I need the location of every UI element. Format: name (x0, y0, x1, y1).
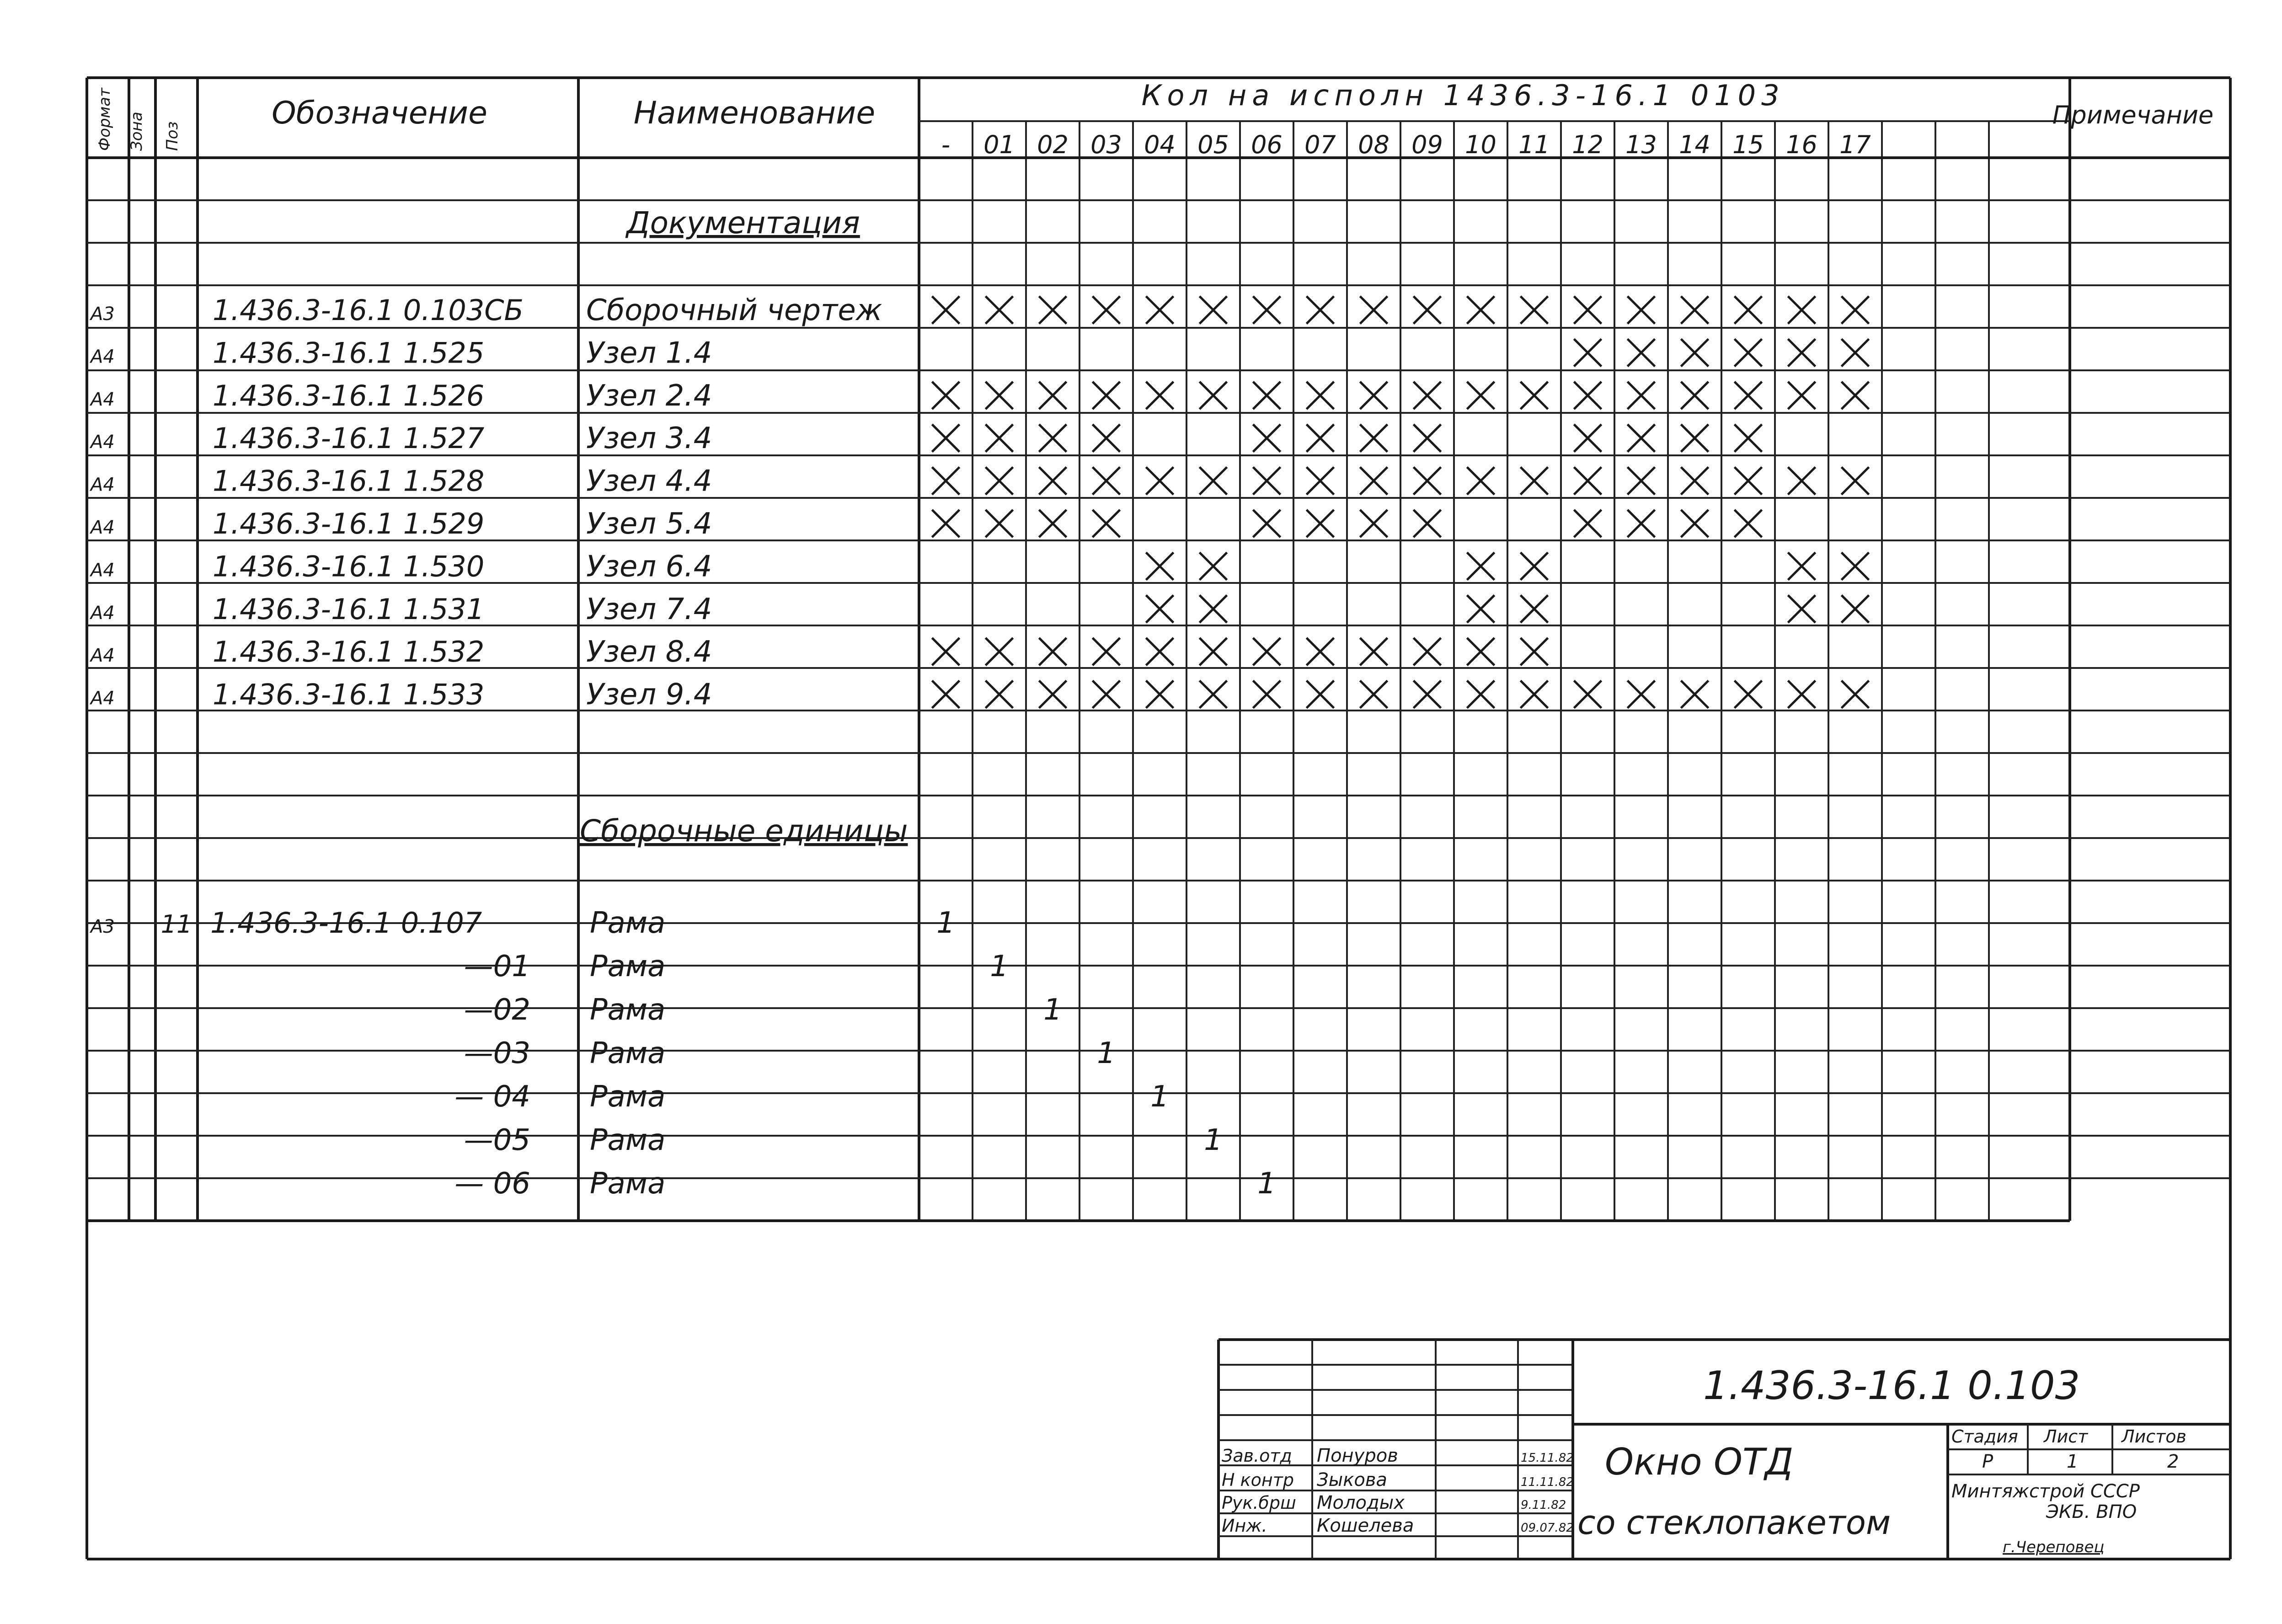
doc-row (89, 550, 1869, 583)
variant-labels (941, 130, 1871, 159)
applicability-mark (1039, 681, 1067, 708)
header-zone: Зона (128, 112, 146, 151)
applicability-mark (1093, 296, 1120, 324)
row-designation: 1.436.3-16.1 1.526 (213, 379, 485, 412)
row-quantity: 1 (1257, 1167, 1276, 1201)
signature-name: Кошелева (1317, 1515, 1414, 1536)
variant-label: 10 (1465, 130, 1496, 159)
applicability-mark (1681, 424, 1709, 452)
applicability-mark (1146, 552, 1174, 580)
applicability-mark (986, 681, 1013, 708)
applicability-mark (1039, 296, 1067, 324)
variant-label: 09 (1411, 130, 1443, 159)
variant-label: 13 (1625, 130, 1657, 159)
applicability-mark (1093, 638, 1120, 665)
signature-row (1222, 1492, 1566, 1513)
applicability-mark (1467, 552, 1495, 580)
row-designation: 1.436.3-16.1 1.533 (213, 678, 485, 711)
row-designation: 1.436.3-16.1 0.107 (210, 906, 482, 940)
applicability-mark (1307, 681, 1334, 708)
applicability-mark (1093, 382, 1120, 409)
signature-role: Н контр (1222, 1470, 1294, 1490)
doc-row (89, 593, 1869, 626)
variant-label: - (941, 130, 951, 159)
applicability-mark (1414, 424, 1441, 452)
row-format: А4 (91, 688, 115, 709)
applicability-mark (986, 424, 1013, 452)
applicability-mark (1307, 467, 1334, 495)
signature-role: Инж. (1222, 1516, 1267, 1536)
applicability-mark (1574, 382, 1602, 409)
row-format: А4 (91, 432, 115, 453)
row-designation: —02 (464, 993, 530, 1027)
signature-date: 11.11.82 (1521, 1475, 1574, 1489)
applicability-mark (932, 424, 960, 452)
header-pos: Поз (163, 121, 182, 151)
applicability-mark (1521, 382, 1548, 409)
row-designation: 1.436.3-16.1 1.527 (213, 422, 485, 455)
applicability-mark (1253, 638, 1281, 665)
sheet-value: 1 (2067, 1451, 2079, 1472)
applicability-mark (1200, 681, 1227, 708)
applicability-mark (1039, 638, 1067, 665)
row-name: Рама (590, 1036, 666, 1070)
applicability-mark (1039, 382, 1067, 409)
row-designation: —01 (464, 950, 530, 983)
variant-label: 02 (1037, 130, 1069, 159)
row-quantity: 1 (936, 906, 955, 940)
signature-row (1222, 1445, 1574, 1466)
documentation-rows (89, 294, 1869, 712)
applicability-mark (1360, 638, 1388, 665)
applicability-mark (1735, 382, 1762, 409)
applicability-mark (1200, 638, 1227, 665)
row-designation: 1.436.3-16.1 1.528 (213, 464, 485, 498)
doc-row (89, 336, 1869, 370)
stage-label: Стадия (1951, 1426, 2018, 1447)
row-name: Узел 5.4 (586, 507, 712, 541)
applicability-mark (1414, 681, 1441, 708)
applicability-mark (1628, 681, 1655, 708)
doc-row (89, 678, 1869, 712)
applicability-mark (1842, 339, 1869, 366)
row-designation: 1.436.3-16.1 1.525 (213, 336, 485, 370)
row-name: Рама (590, 1123, 666, 1157)
variant-label: 11 (1518, 130, 1550, 159)
sheets-value: 2 (2167, 1451, 2179, 1472)
applicability-mark (1093, 510, 1120, 537)
row-name: Узел 1.4 (586, 336, 712, 370)
applicability-mark (1360, 681, 1388, 708)
applicability-mark (1414, 510, 1441, 537)
applicability-mark (1093, 424, 1120, 452)
row-position: 11 (160, 910, 192, 939)
header-designation: Обозначение (272, 95, 487, 131)
applicability-mark (1574, 424, 1602, 452)
applicability-mark (1788, 467, 1816, 495)
applicability-mark (1521, 595, 1548, 623)
applicability-mark (1574, 510, 1602, 537)
section-documentation: Документация (626, 205, 860, 240)
applicability-mark (1253, 296, 1281, 324)
applicability-mark (1200, 382, 1227, 409)
applicability-mark (932, 467, 960, 495)
applicability-mark (1200, 296, 1227, 324)
signature-date: 15.11.82 (1521, 1451, 1574, 1465)
applicability-mark (1307, 510, 1334, 537)
applicability-mark (1628, 510, 1655, 537)
applicability-mark (1414, 638, 1441, 665)
row-designation: 1.436.3-16.1 1.530 (213, 550, 485, 583)
applicability-mark (932, 296, 960, 324)
row-designation: —05 (464, 1123, 530, 1157)
applicability-mark (1146, 382, 1174, 409)
applicability-mark (1842, 296, 1869, 324)
applicability-mark (1574, 296, 1602, 324)
applicability-mark (1200, 595, 1227, 623)
applicability-mark (1788, 681, 1816, 708)
applicability-mark (1735, 681, 1762, 708)
doc-row (89, 465, 1869, 498)
variant-label: 08 (1358, 130, 1390, 159)
variant-label: 06 (1251, 130, 1283, 159)
applicability-mark (986, 510, 1013, 537)
applicability-mark (1681, 510, 1709, 537)
applicability-mark (1093, 681, 1120, 708)
row-quantity: 1 (1150, 1080, 1169, 1114)
row-name: Сборочный чертеж (586, 294, 882, 327)
row-format: А4 (91, 474, 115, 496)
unit-row (464, 1036, 1116, 1070)
applicability-mark (1574, 467, 1602, 495)
applicability-mark (1521, 638, 1548, 665)
applicability-mark (1360, 382, 1388, 409)
applicability-mark (1307, 638, 1334, 665)
applicability-mark (986, 382, 1013, 409)
doc-row (89, 507, 1762, 541)
row-designation: 1.436.3-16.1 0.103СБ (213, 294, 524, 327)
applicability-mark (1735, 339, 1762, 366)
signature-name: Зыкова (1317, 1469, 1387, 1490)
applicability-mark (1842, 467, 1869, 495)
signature-role: Рук.брш (1222, 1493, 1296, 1513)
header-qty-variants: Кол на исполн 1436.3-16.1 0103 (1141, 79, 1785, 112)
applicability-mark (1146, 638, 1174, 665)
row-designation: — 06 (454, 1167, 530, 1201)
applicability-mark (932, 681, 960, 708)
applicability-mark (1467, 467, 1495, 495)
applicability-mark (1039, 510, 1067, 537)
variant-label: 03 (1090, 130, 1122, 159)
row-format: А4 (91, 346, 115, 368)
applicability-mark (1414, 382, 1441, 409)
row-format: А3 (91, 916, 115, 937)
applicability-mark (1307, 382, 1334, 409)
applicability-mark (1735, 510, 1762, 537)
applicability-mark (1360, 424, 1388, 452)
applicability-mark (1574, 339, 1602, 366)
applicability-mark (1735, 424, 1762, 452)
variant-label: 01 (983, 130, 1015, 159)
unit-row (454, 1080, 1169, 1114)
sheet-label: Лист (2044, 1426, 2088, 1447)
row-format: А4 (91, 389, 115, 410)
applicability-mark (1628, 296, 1655, 324)
applicability-mark (1253, 467, 1281, 495)
applicability-mark (932, 382, 960, 409)
signature-role: Зав.отд (1222, 1446, 1292, 1466)
row-format: А3 (91, 304, 115, 325)
row-designation: 1.436.3-16.1 1.529 (213, 507, 485, 540)
row-name: Рама (590, 906, 666, 940)
row-name: Узел 9.4 (586, 678, 712, 712)
applicability-mark (932, 638, 960, 665)
applicability-mark (1681, 681, 1709, 708)
applicability-mark (1735, 467, 1762, 495)
assembly-unit-rows (89, 906, 1276, 1201)
applicability-mark (1467, 296, 1495, 324)
applicability-mark (1788, 595, 1816, 623)
signature-date: 9.11.82 (1521, 1498, 1566, 1512)
applicability-mark (1842, 595, 1869, 623)
org-line-1: Минтяжстрой СССР (1951, 1481, 2140, 1502)
applicability-mark (1414, 467, 1441, 495)
row-name: Узел 2.4 (586, 379, 712, 413)
applicability-mark (1039, 467, 1067, 495)
applicability-mark (1521, 681, 1548, 708)
applicability-mark (1467, 638, 1495, 665)
row-designation: 1.436.3-16.1 1.532 (213, 635, 485, 669)
applicability-mark (1842, 382, 1869, 409)
applicability-mark (1735, 296, 1762, 324)
applicability-mark (1253, 681, 1281, 708)
applicability-mark (1360, 510, 1388, 537)
applicability-mark (1681, 339, 1709, 366)
applicability-mark (1360, 296, 1388, 324)
stage-value: Р (1982, 1451, 1993, 1472)
applicability-mark (1842, 681, 1869, 708)
signature-name: Понуров (1317, 1445, 1398, 1466)
applicability-mark (1788, 552, 1816, 580)
applicability-mark (1146, 595, 1174, 623)
signature-name: Молодых (1317, 1492, 1405, 1513)
row-quantity: 1 (1043, 993, 1062, 1027)
row-designation: —03 (464, 1036, 530, 1070)
document-number: 1.436.3-16.1 0.103 (1703, 1363, 2080, 1409)
applicability-mark (1681, 382, 1709, 409)
applicability-mark (1628, 424, 1655, 452)
row-name: Рама (590, 1167, 666, 1201)
applicability-mark (1521, 467, 1548, 495)
row-name: Рама (590, 1080, 666, 1114)
org-line-3: г.Череповец (2003, 1538, 2105, 1556)
signature-date: 09.07.82 (1521, 1521, 1574, 1535)
applicability-mark (986, 638, 1013, 665)
variant-label: 07 (1304, 130, 1336, 159)
header-note: Примечание (2052, 101, 2214, 129)
row-quantity: 1 (1204, 1123, 1223, 1157)
applicability-mark (986, 296, 1013, 324)
row-format: А4 (91, 602, 115, 624)
applicability-mark (1521, 296, 1548, 324)
sheets-label: Листов (2122, 1426, 2186, 1447)
applicability-mark (1628, 467, 1655, 495)
title-line-1: Окно ОТД (1605, 1441, 1794, 1483)
applicability-mark (1253, 510, 1281, 537)
row-designation: — 04 (454, 1080, 530, 1114)
applicability-mark (1307, 424, 1334, 452)
applicability-mark (1467, 595, 1495, 623)
applicability-mark (1253, 424, 1281, 452)
applicability-mark (1146, 296, 1174, 324)
applicability-mark (1681, 296, 1709, 324)
row-format: А4 (91, 645, 115, 667)
title-line-2: со стеклопакетом (1577, 1503, 1891, 1542)
variant-label: 04 (1144, 130, 1176, 159)
applicability-mark (1467, 681, 1495, 708)
applicability-mark (1146, 681, 1174, 708)
row-name: Узел 6.4 (586, 550, 712, 584)
row-quantity: 1 (1097, 1036, 1116, 1070)
title-block (1218, 1340, 2230, 1559)
row-designation: 1.436.3-16.1 1.531 (213, 592, 485, 626)
org-line-2: ЭКБ. ВПО (2046, 1501, 2137, 1522)
applicability-mark (1360, 467, 1388, 495)
applicability-mark (1307, 296, 1334, 324)
applicability-mark (1681, 467, 1709, 495)
applicability-mark (1521, 552, 1548, 580)
header-name: Наименование (633, 95, 876, 131)
variant-label: 12 (1572, 130, 1603, 159)
applicability-mark (1253, 382, 1281, 409)
row-name: Узел 8.4 (586, 635, 712, 669)
row-format: А4 (91, 517, 115, 538)
row-name: Узел 4.4 (586, 464, 712, 498)
applicability-mark (1039, 424, 1067, 452)
row-name: Узел 7.4 (586, 592, 712, 626)
table-header (96, 79, 2213, 159)
applicability-mark (1467, 382, 1495, 409)
applicability-mark (1414, 296, 1441, 324)
applicability-mark (1788, 296, 1816, 324)
applicability-mark (1146, 467, 1174, 495)
row-quantity: 1 (990, 950, 1009, 983)
applicability-mark (986, 467, 1013, 495)
applicability-mark (1200, 552, 1227, 580)
applicability-mark (1628, 339, 1655, 366)
applicability-mark (1788, 339, 1816, 366)
doc-row (89, 379, 1869, 413)
applicability-mark (1093, 467, 1120, 495)
row-name: Рама (590, 993, 666, 1027)
applicability-mark (932, 510, 960, 537)
variant-label: 05 (1197, 130, 1229, 159)
doc-row (89, 294, 1869, 327)
applicability-mark (1842, 552, 1869, 580)
applicability-mark (1200, 467, 1227, 495)
header-format: Формат (96, 88, 114, 151)
applicability-mark (1788, 382, 1816, 409)
row-name: Узел 3.4 (586, 422, 712, 456)
signature-row (1222, 1515, 1574, 1536)
row-name: Рама (590, 950, 666, 983)
variant-label: 17 (1839, 130, 1871, 159)
section-assembly-units: Сборочные единицы (580, 813, 908, 849)
doc-row (89, 635, 1548, 669)
doc-row (89, 422, 1762, 455)
variant-label: 15 (1732, 130, 1764, 159)
applicability-mark (1574, 681, 1602, 708)
signature-row (1222, 1469, 1574, 1490)
variant-label: 16 (1786, 130, 1817, 159)
variant-label: 14 (1679, 130, 1710, 159)
row-format: А4 (91, 560, 115, 581)
applicability-mark (1628, 382, 1655, 409)
